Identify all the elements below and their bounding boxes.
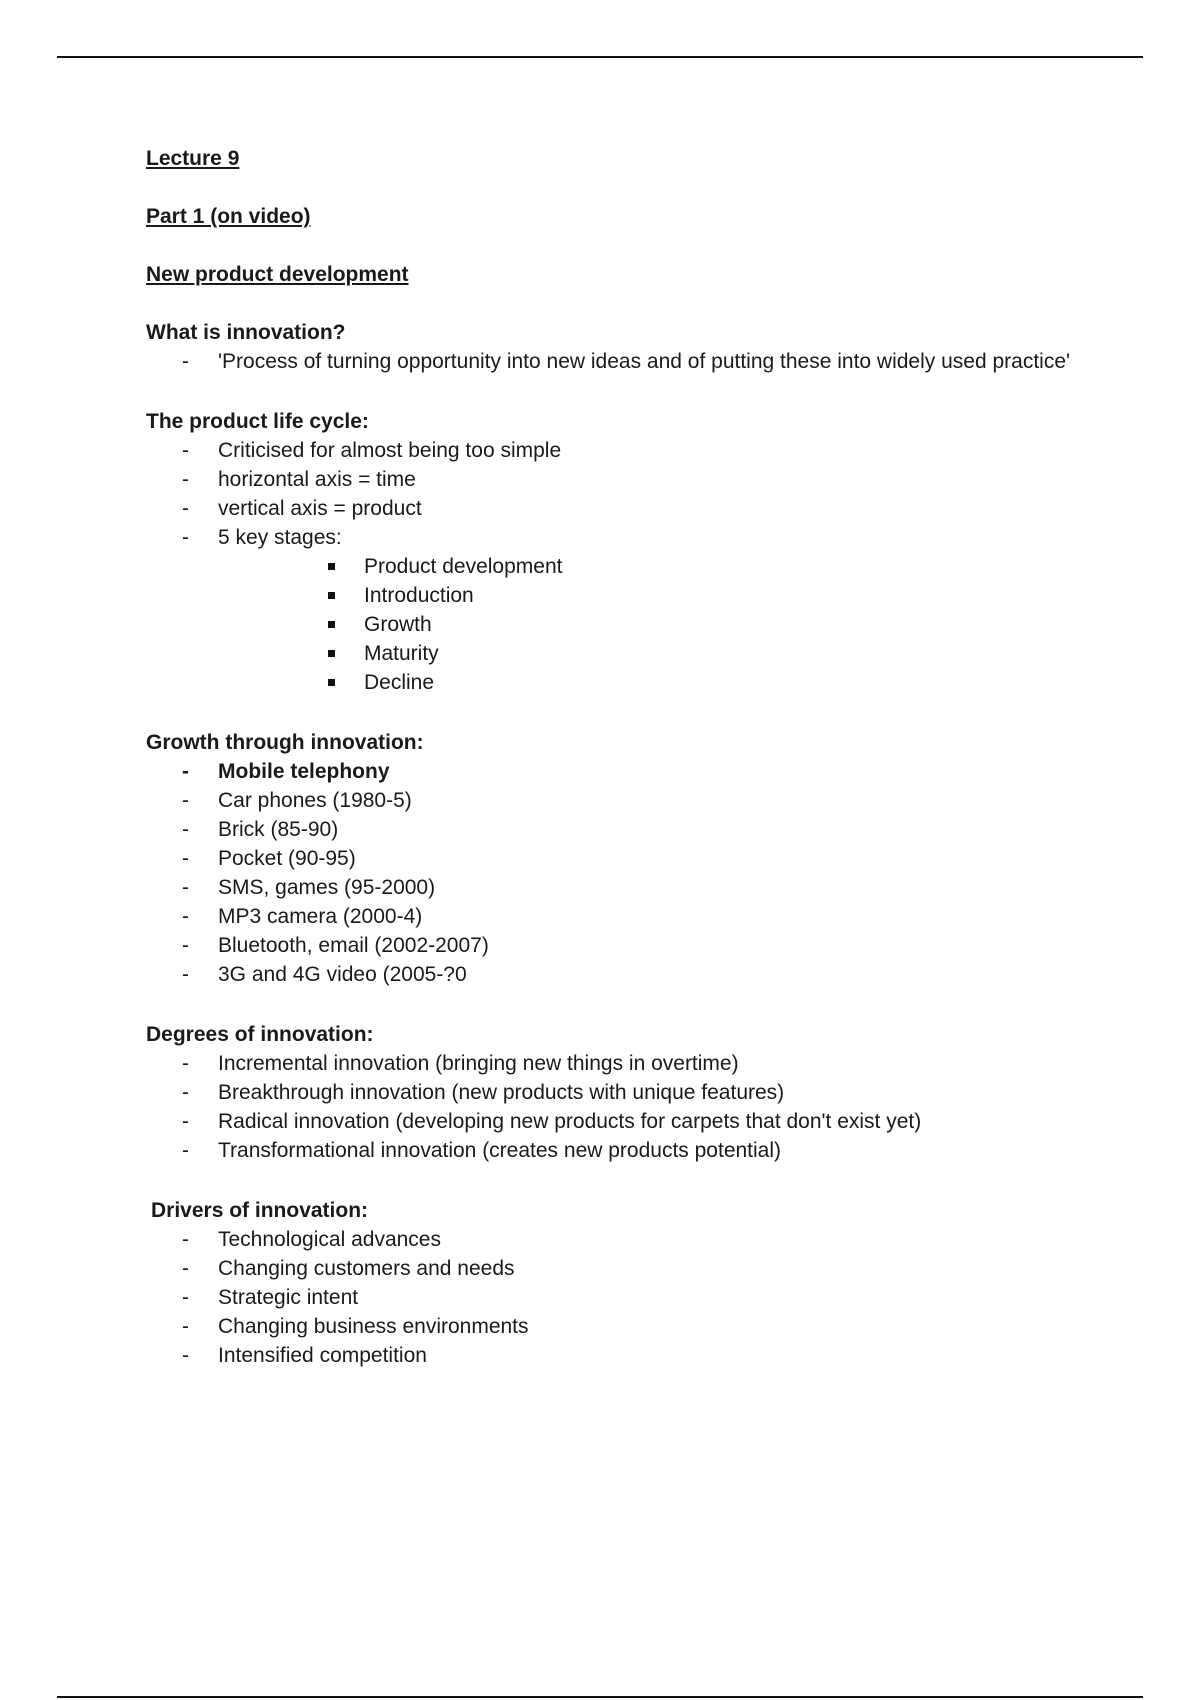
square-bullet-icon [328,621,335,628]
section-heading: Growth through innovation: [146,731,424,754]
list-item: - Strategic intent [146,1283,1086,1312]
dash-bullet: - [182,350,189,373]
topic-title: New product development [146,263,409,286]
dash-bullet: - [182,905,189,928]
list-item: - Breakthrough innovation (new products with unique features) [146,1078,1086,1107]
dash-bullet: - [182,1228,189,1251]
stage-item: Introduction [146,581,1086,610]
list-item: - SMS, games (95-2000) [146,873,1086,902]
dash-bullet: - [182,963,189,986]
section-heading: Degrees of innovation: [146,1023,374,1046]
list-item: - Criticised for almost being too simple [146,436,1086,465]
document-body [146,144,1086,1370]
list-item: - Bluetooth, email (2002-2007) [146,931,1086,960]
section-innovation-definition [146,318,1086,376]
section-product-life-cycle [146,407,1086,697]
list-item: - Brick (85-90) [146,815,1086,844]
dash-bullet: - [182,760,189,783]
list-item: - Intensified competition [146,1341,1086,1370]
dash-bullet: - [182,1110,189,1133]
list-item: - vertical axis = product [146,494,1086,523]
list-item: - Incremental innovation (bringing new things in overtime) [146,1049,1086,1078]
list-item: - Transformational innovation (creates new products potential) [146,1136,1086,1165]
dash-bullet: - [182,818,189,841]
stage-item: Product development [146,552,1086,581]
dash-bullet: - [182,526,189,549]
section-degrees-of-innovation [146,1020,1086,1165]
square-bullet-icon [328,650,335,657]
dash-bullet: - [182,876,189,899]
dash-bullet: - [182,1286,189,1309]
dash-bullet: - [182,1257,189,1280]
stage-item: Growth [146,610,1086,639]
list-item: - Changing customers and needs [146,1254,1086,1283]
dash-bullet: - [182,847,189,870]
part-title: Part 1 (on video) [146,205,311,228]
section-heading: What is innovation? [146,321,346,344]
section-growth-through-innovation [146,728,1086,989]
list-item: - horizontal axis = time [146,465,1086,494]
section-heading: Drivers of innovation: [151,1199,369,1222]
dash-bullet: - [182,497,189,520]
list-item: - 5 key stages: [146,523,1086,552]
footer-rule [57,1696,1143,1698]
dash-bullet: - [182,934,189,957]
dash-bullet: - [182,439,189,462]
list-item: - MP3 camera (2000-4) [146,902,1086,931]
section-drivers-of-innovation [146,1196,1086,1370]
list-item: - Technological advances [146,1225,1086,1254]
dash-bullet: - [182,1139,189,1162]
dash-bullet: - [182,468,189,491]
dash-bullet: - [182,1081,189,1104]
section-heading: The product life cycle: [146,410,369,433]
dash-bullet: - [182,1344,189,1367]
list-item: - 3G and 4G video (2005-?0 [146,960,1086,989]
square-bullet-icon [328,592,335,599]
list-item-bold: - Mobile telephony [146,757,1086,786]
stage-item: Maturity [146,639,1086,668]
list-item: - 'Process of turning opportunity into new ideas and of putting these into widely used practice' [146,347,1086,376]
lecture-title: Lecture 9 [146,147,240,170]
list-item: - Pocket (90-95) [146,844,1086,873]
list-item: - Radical innovation (developing new products for carpets that don't exist yet) [146,1107,1086,1136]
dash-bullet: - [182,1315,189,1338]
stage-item: Decline [146,668,1086,697]
list-item: - Car phones (1980-5) [146,786,1086,815]
square-bullet-icon [328,563,335,570]
dash-bullet: - [182,789,189,812]
dash-bullet: - [182,1052,189,1075]
list-item: - Changing business environments [146,1312,1086,1341]
header-rule [57,56,1143,58]
square-bullet-icon [328,679,335,686]
